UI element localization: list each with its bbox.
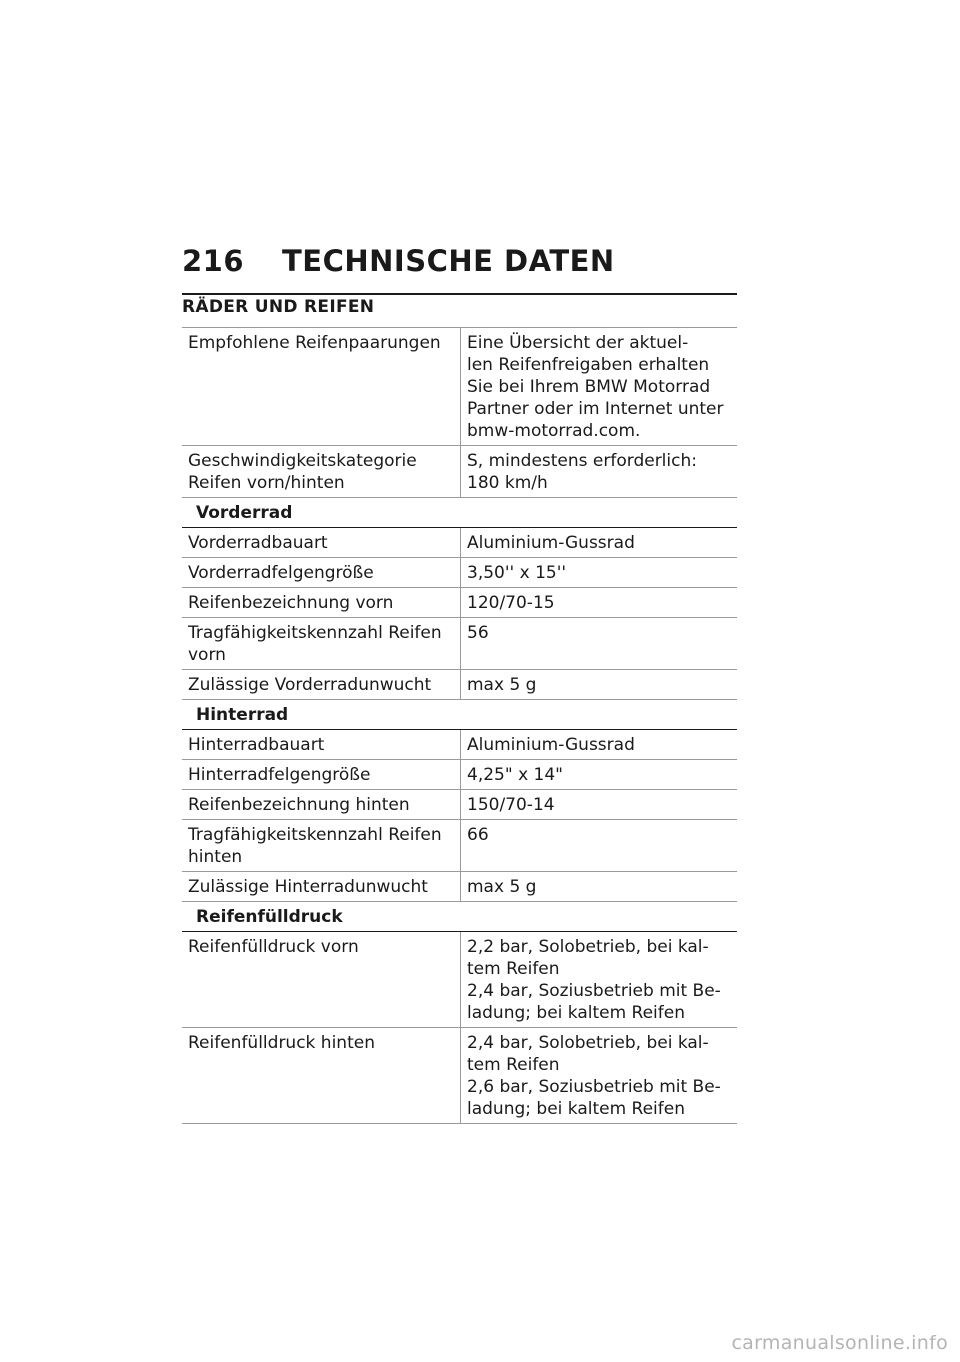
watermark: carmanualsonline.info — [731, 1332, 948, 1354]
spec-value — [461, 528, 738, 558]
spec-value — [461, 820, 738, 872]
spec-row — [182, 328, 737, 446]
spec-value-line: 2,4 bar, Solobetrieb, bei kal- — [467, 1033, 709, 1053]
spec-label — [182, 730, 461, 760]
chapter-title: TECHNISCHE DATEN — [282, 244, 615, 278]
spec-row — [182, 760, 737, 790]
spec-value-line: max 5 g — [467, 877, 537, 897]
spec-value-line: 66 — [467, 825, 489, 845]
spec-value-line: 56 — [467, 623, 489, 643]
spec-row — [182, 1028, 737, 1124]
spec-value-line: 2,2 bar, Solobetrieb, bei kal- — [467, 937, 709, 957]
spec-label-line: Vorderradfelgengröße — [188, 563, 374, 583]
header-rule — [182, 293, 737, 295]
spec-value — [461, 730, 738, 760]
spec-value-line: 2,4 bar, Soziusbetrieb mit Be- — [467, 981, 721, 1001]
spec-value — [461, 446, 738, 498]
spec-value — [461, 790, 738, 820]
spec-label-line: Reifenbezeichnung hinten — [188, 795, 410, 815]
spec-value-line: ladung; bei kaltem Reifen — [467, 1099, 686, 1119]
subsection-heading-text: Reifenfülldruck — [196, 907, 343, 927]
spec-value — [461, 932, 738, 1028]
spec-value-line: len Reifenfreigaben erhalten — [467, 355, 710, 375]
page-header — [182, 244, 737, 278]
spec-label-line: Vorderradbauart — [188, 533, 328, 553]
spec-value — [461, 1028, 738, 1124]
spec-row — [182, 820, 737, 872]
spec-label-line: Zulässige Vorderradunwucht — [188, 675, 432, 695]
subsection-heading-text: Hinterrad — [196, 705, 289, 725]
subsection-heading — [182, 902, 737, 932]
spec-label-line: Reifenfülldruck vorn — [188, 937, 359, 957]
spec-value — [461, 558, 738, 588]
spec-row — [182, 558, 737, 588]
spec-row — [182, 670, 737, 700]
spec-label — [182, 820, 461, 872]
spec-value-line: S, mindestens erforderlich: — [467, 451, 697, 471]
spec-value — [461, 618, 738, 670]
spec-row — [182, 588, 737, 618]
page-number: 216 — [182, 244, 245, 278]
spec-value — [461, 670, 738, 700]
spec-value-line: 3,50'' x 15'' — [467, 563, 567, 583]
subsection-heading-text: Vorderrad — [196, 503, 293, 523]
spec-value-line: Aluminium-Gussrad — [467, 735, 635, 755]
spec-label-line: Reifenbezeichnung vorn — [188, 593, 394, 613]
spec-value — [461, 872, 738, 902]
spec-value-line: Partner oder im Internet unter — [467, 399, 724, 419]
spec-label-line: Zulässige Hinterradunwucht — [188, 877, 428, 897]
spec-label-line: Reifen vorn/hinten — [188, 473, 345, 493]
spec-row — [182, 790, 737, 820]
spec-label-line: Tragfähigkeitskennzahl Reifen — [188, 623, 442, 643]
spec-value — [461, 588, 738, 618]
spec-row — [182, 528, 737, 558]
subsection-heading — [182, 498, 737, 528]
spec-label-line: Reifenfülldruck hinten — [188, 1033, 375, 1053]
spec-table — [182, 327, 737, 1124]
spec-value-line: 4,25" x 14" — [467, 765, 563, 785]
spec-label-line: Tragfähigkeitskennzahl Reifen — [188, 825, 442, 845]
spec-value-line: ladung; bei kaltem Reifen — [467, 1003, 686, 1023]
spec-label — [182, 446, 461, 498]
section-title: RÄDER UND REIFEN — [182, 297, 375, 317]
spec-row — [182, 730, 737, 760]
spec-label-line: hinten — [188, 847, 243, 867]
subsection-heading-row — [182, 902, 737, 932]
spec-row — [182, 932, 737, 1028]
spec-label — [182, 872, 461, 902]
spec-value-line: 150/70-14 — [467, 795, 555, 815]
spec-label — [182, 932, 461, 1028]
spec-value-line: tem Reifen — [467, 959, 560, 979]
spec-row — [182, 446, 737, 498]
spec-label-line: vorn — [188, 645, 226, 665]
spec-label — [182, 618, 461, 670]
spec-label — [182, 328, 461, 446]
subsection-heading-row — [182, 498, 737, 528]
spec-label — [182, 790, 461, 820]
spec-value — [461, 328, 738, 446]
spec-label — [182, 558, 461, 588]
spec-value-line: bmw-motorrad.com. — [467, 421, 641, 441]
spec-value-line: Eine Übersicht der aktuel- — [467, 333, 689, 353]
spec-label-line: Geschwindigkeitskategorie — [188, 451, 417, 471]
spec-value-line: max 5 g — [467, 675, 537, 695]
spec-label — [182, 760, 461, 790]
spec-label-line: Hinterradfelgengröße — [188, 765, 371, 785]
spec-label — [182, 528, 461, 558]
spec-label — [182, 588, 461, 618]
spec-value — [461, 760, 738, 790]
spec-value-line: tem Reifen — [467, 1055, 560, 1075]
spec-label-line: Empfohlene Reifenpaarungen — [188, 333, 441, 353]
spec-value-line: 120/70-15 — [467, 593, 555, 613]
spec-value-line: 2,6 bar, Soziusbetrieb mit Be- — [467, 1077, 721, 1097]
spec-value-line: Aluminium-Gussrad — [467, 533, 635, 553]
spec-row — [182, 872, 737, 902]
spec-value-line: 180 km/h — [467, 473, 548, 493]
spec-label — [182, 1028, 461, 1124]
spec-table-body — [182, 328, 737, 1124]
spec-row — [182, 618, 737, 670]
spec-label-line: Hinterradbauart — [188, 735, 325, 755]
spec-value-line: Sie bei Ihrem BMW Motorrad — [467, 377, 711, 397]
subsection-heading-row — [182, 700, 737, 730]
subsection-heading — [182, 700, 737, 730]
spec-label — [182, 670, 461, 700]
